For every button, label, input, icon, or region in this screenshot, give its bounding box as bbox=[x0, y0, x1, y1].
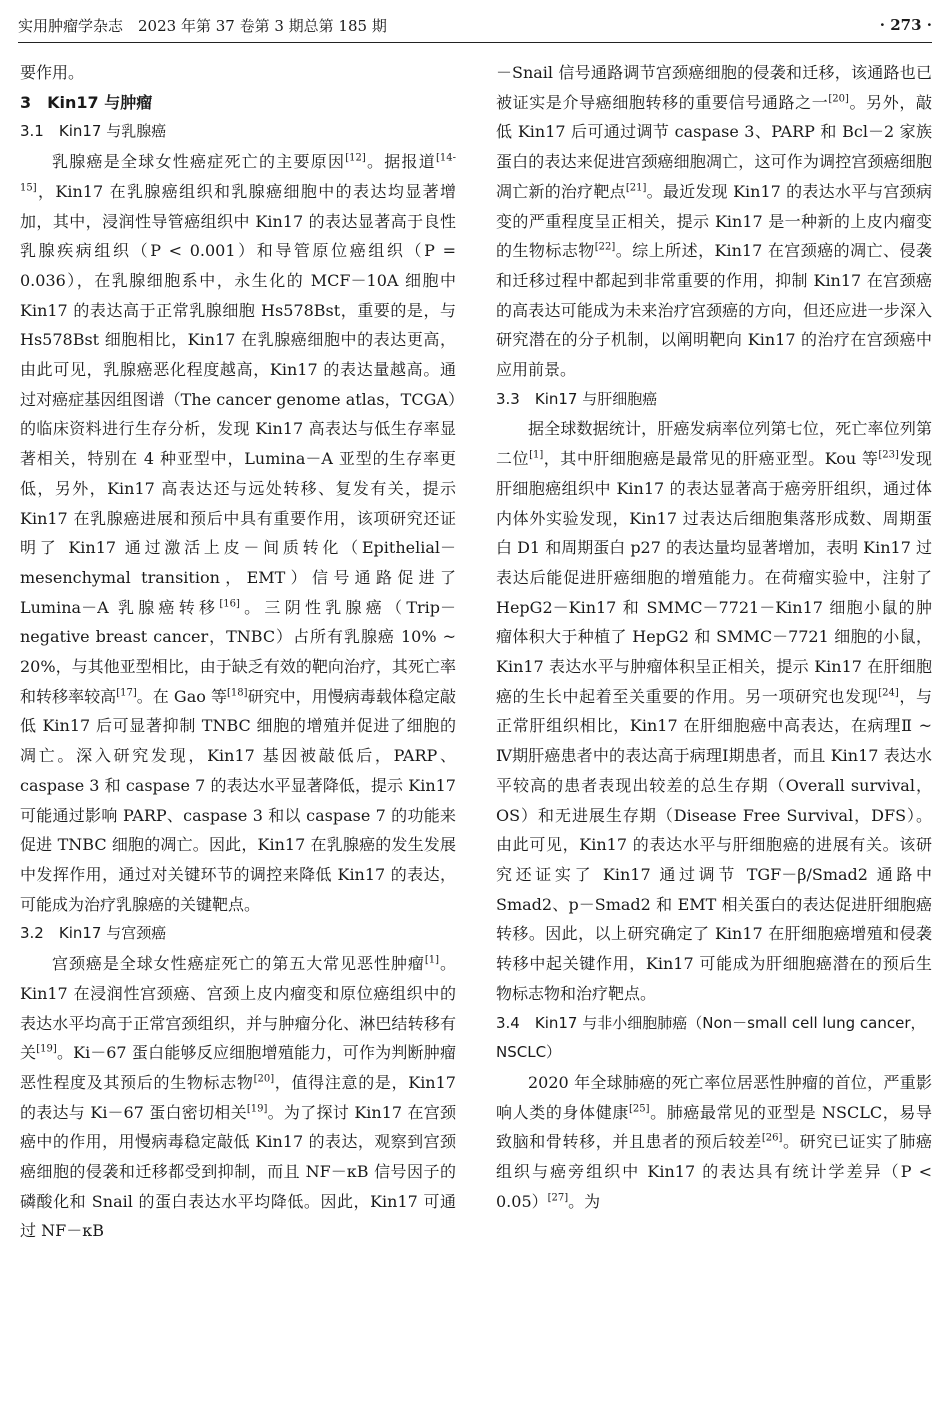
citation[interactable]: [20] bbox=[828, 93, 849, 105]
section-heading-3: 3 Kin17 与肿瘤 bbox=[20, 92, 153, 112]
paragraph-nsclc: 2020 年全球肺癌的死亡率位居恶性肿瘤的首位，严重影响人类的身体健康[25]。肺癌最常见的亚型是 NSCLC，易导致脑和骨转移，并且患者的预后较差[26]。研究已证实了肺癌组织与癌旁组织中 Kin17 的表达具有统计学差异（P < 0.05）[27]。为 bbox=[496, 1072, 932, 1211]
citation[interactable]: [24] bbox=[878, 687, 899, 699]
journal-info: 实用肿瘤学杂志 2023 年第 37 卷第 3 期总第 185 期 bbox=[18, 16, 387, 35]
citation[interactable]: [22] bbox=[594, 241, 616, 253]
citation[interactable]: [12] bbox=[345, 152, 366, 164]
citation[interactable]: [1] bbox=[529, 449, 544, 461]
citation[interactable]: [19] bbox=[36, 1043, 57, 1055]
citation[interactable]: [1] bbox=[424, 954, 440, 966]
subsection-heading-3-2: 3.2 Kin17 与宫颈癌 bbox=[20, 924, 167, 943]
citation[interactable]: [17] bbox=[116, 687, 137, 699]
citation[interactable]: [25] bbox=[628, 1103, 650, 1115]
paragraph-breast-cancer: 乳腺癌是全球女性癌症死亡的主要原因[12]。据报道[14-15]，Kin17 在乳腺癌组织和乳腺癌细胞中的表达均显著增加，其中，浸润性导管癌组织中 Kin17 的表达显著高于良性乳腺疾病组织（P < 0.001）和导管原位癌组织（P = 0.036），在乳腺细胞系中，永生化的 MCF－10A 细胞中 Kin17 的表达高于正常乳腺细胞 Hs578Bst，重要的是，与 Hs578Bst 细胞相比，Kin17 在乳腺癌细胞中的表达更高，由此可见，乳腺癌恶化程度越高，Kin17 的表达量越高。通过对癌症基因组图谱（The cancer genome atlas，TCGA）的临床资料进行生存分析，发现 Kin17 高表达与低生存率显著相关，特别在 4 种亚型中，Lumina－A 亚型的生存率更低，另外，Kin17 高表达还与远处转移、复发有关，提示 Kin17 在乳腺癌进展和预后中具有重要作用，该项研究还证明了 Kin17 通过激活上皮－间质转化（Epithelial－mesenchymal transition，EMT）信号通路促进了 Lumina－A 乳腺癌转移[16]。三阴性乳腺癌（Trip－negative breast cancer，TNBC）占所有乳腺癌 10% ~ 20%，与其他亚型相比，由于缺乏有效的靶向治疗，其死亡率和转移率较高[17]。在 Gao 等[18]研究中，用慢病毒载体稳定敲低 Kin17 后可显著抑制 TNBC 细胞的增殖并促进了细胞的凋亡。深入研究发现，Kin17 基因被敲低后，PARP、caspase 3 和 caspase 7 的表达水平显著降低，提示 Kin17 可能通过影响 PARP、caspase 3 和以 caspase 7 的功能来促进 TNBC 细胞的凋亡。因此，Kin17 在乳腺癌的发生发展中发挥作用，通过对关键环节的调控来降低 Kin17 的表达，可能成为治疗乳腺癌的关键靶点。 bbox=[20, 152, 456, 914]
paragraph-cervical-cancer-cont: －Snail 信号通路调节宫颈癌细胞的侵袭和迁移，该通路也已被证实是介导癌细胞转移的重要信号通路之一[20]。另外，敲低 Kin17 后可通过调节 caspase 3、PARP 和 Bcl－2 家族蛋白的表达来促进宫颈癌细胞凋亡，这可作为调控宫颈癌细胞凋亡新的治疗靶点[21]。最近发现 Kin17 的表达水平与宫颈病变的严重程度呈正相关，提示 Kin17 是一种新的上皮内瘤变的生物标志物[22]。综上所述，Kin17 在宫颈癌的凋亡、侵袭和迁移过程中都起到非常重要的作用，抑制 Kin17 在宫颈癌的高表达可能成为未来治疗宫颈癌的方向，但还应进一步深入研究潜在的分子机制，以阐明靶向 Kin17 的治疗在宫颈癌中应用前景。 bbox=[496, 63, 932, 380]
subsection-heading-3-4: 3.4 Kin17 与非小细胞肺癌（Non－small cell lung cancer，NSCLC） bbox=[496, 1013, 926, 1062]
citation[interactable]: [16] bbox=[219, 598, 240, 610]
continued-text: 要作用。 bbox=[20, 63, 85, 82]
citation[interactable]: [23] bbox=[878, 449, 899, 461]
running-header bbox=[18, 8, 932, 43]
paragraph-cervical-cancer: 宫颈癌是全球女性癌症死亡的第五大常见恶性肿瘤[1]。Kin17 在浸润性宫颈癌、宫颈上皮内瘤变和原位癌组织中的表达水平均高于正常宫颈组织，并与肿瘤分化、淋巴结转移有关[19]。Ki－67 蛋白能够反应细胞增殖能力，可作为判断肿瘤恶性程度及其预后的生物标志物[20]，值得注意的是，Kin17 的表达与 Ki－67 蛋白密切相关[19]。为了探讨 Kin17 在宫颈癌中的作用，用慢病毒稳定敲低 Kin17 的表达，观察到宫颈癌细胞的侵袭和迁移都受到抑制，而且 NF－κB 信号因子的磷酸化和 Snail 的蛋白表达水平均降低。因此，Kin17 可通过 NF－κB bbox=[20, 954, 456, 1241]
citation[interactable]: [14-15] bbox=[20, 152, 456, 194]
citation[interactable]: [19] bbox=[246, 1103, 268, 1115]
subsection-heading-3-3: 3.3 Kin17 与肝细胞癌 bbox=[496, 389, 658, 408]
right-column bbox=[496, 58, 932, 1216]
citation[interactable]: [20] bbox=[253, 1073, 275, 1085]
paragraph-hepatocellular-carcinoma: 据全球数据统计，肝癌发病率位列第七位，死亡率位列第二位[1]，其中肝细胞癌是最常见的肝癌亚型。Kou 等[23]发现肝细胞癌组织中 Kin17 的表达显著高于癌旁肝组织，通过体内体外实验发现，Kin17 过表达后细胞集落形成数、周期蛋白 D1 和周期蛋白 p27 的表达量均显著增加，表明 Kin17 过表达后能促进肝癌细胞的增殖能力。在荷瘤实验中，注射了 HepG2－Kin17 和 SMMC－7721－Kin17 细胞小鼠的肿瘤体积大于种植了 HepG2 和 SMMC－7721 细胞的小鼠，Kin17 表达水平与肿瘤体积呈正相关，提示 Kin17 在肝细胞癌的生长中起着至关重要的作用。另一项研究也发现[24]，与正常肝组织相比，Kin17 在肝细胞癌中高表达，在病理Ⅱ ~ Ⅳ期肝癌患者中的表达高于病理Ⅰ期患者，而且 Kin17 表达水平较高的患者表现出较差的总生存期（Overall survival，OS）和无进展生存期（Disease Free Survival，DFS）。由此可见，Kin17 的表达水平与肝细胞癌的进展有关。该研究还证实了 Kin17 通过调节 TGF－β/Smad2 通路中 Smad2、p－Smad2 和 EMT 相关蛋白的表达促进肝细胞癌转移。因此，以上研究确定了 Kin17 在肝细胞癌增殖和侵袭转移中起关键作用，Kin17 可能成为肝细胞癌潜在的预后生物标志物和治疗靶点。 bbox=[496, 419, 932, 1003]
subsection-heading-3-1: 3.1 Kin17 与乳腺癌 bbox=[20, 122, 167, 141]
citation[interactable]: [26] bbox=[761, 1132, 783, 1144]
citation[interactable]: [18] bbox=[227, 687, 248, 699]
left-column bbox=[20, 58, 456, 1246]
page-number: · 273 · bbox=[879, 16, 932, 34]
citation[interactable]: [21] bbox=[625, 182, 647, 194]
citation[interactable]: [27] bbox=[547, 1192, 569, 1204]
